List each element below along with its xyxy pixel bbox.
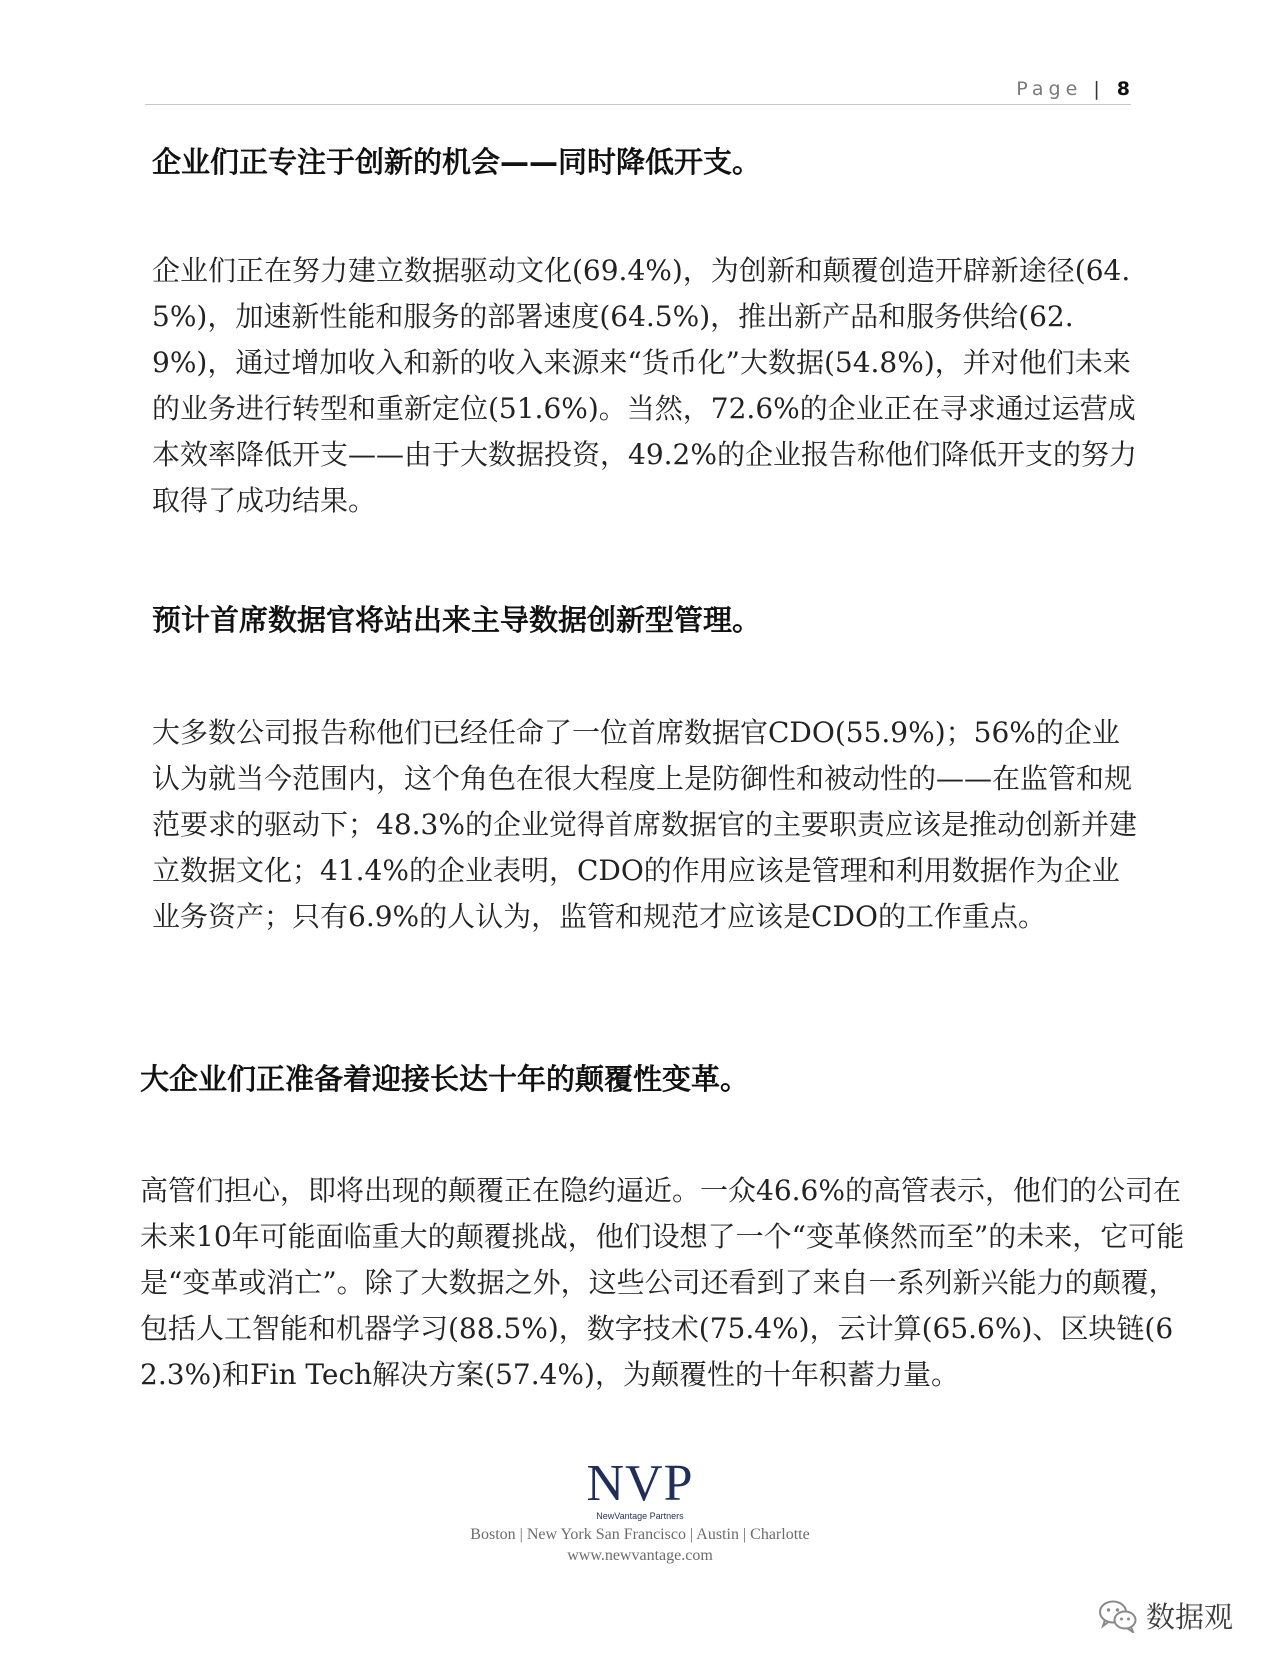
nvp-logo-subtitle: NewVantage Partners bbox=[596, 1511, 684, 1521]
section-3-body: 高管们担心，即将出现的颠覆正在隐约逼近。一众46.6%的高管表示，他们的公司在未来10年可能面临重大的颠覆挑战，他们设想了一个“变革倏然而至”的未来，它可能是“变革或消亡”。除了大数据之外，这些公司还看到了来自一系列新兴能力的颠覆，包括人工智能和机器学习(88.5%)，数字技术(75.4%)，云计算(65.6%)、区块链(62.3%)和Fin Tech解决方案(57.4%)，为颠覆性的十年积蓄力量。 bbox=[140, 1174, 1185, 1391]
website-link[interactable]: www.newvantage.com bbox=[567, 1547, 713, 1564]
section-2-heading: 预计首席数据官将站出来主导数据创新型管理。 bbox=[152, 603, 762, 637]
page-number bbox=[1016, 78, 1130, 100]
page-label: Page bbox=[1016, 78, 1083, 100]
header-divider bbox=[145, 104, 1131, 105]
wechat-icon bbox=[1098, 1599, 1138, 1633]
wechat-watermark bbox=[1098, 1595, 1233, 1636]
page-footer bbox=[0, 1455, 1280, 1566]
page-number-value: 8 bbox=[1116, 78, 1130, 100]
section-3-heading: 大企业们正准备着迎接长达十年的颠覆性变革。 bbox=[140, 1062, 750, 1096]
watermark-text: 数据观 bbox=[1146, 1600, 1234, 1634]
nvp-logo: NVP bbox=[586, 1455, 694, 1512]
section-1-body: 企业们正在努力建立数据驱动文化(69.4%)，为创新和颠覆创造开辟新途径(64.5%)，加速新性能和服务的部署速度(64.5%)，推出新产品和服务供给(62.9%)，通过增加收入和新的收入来源来“货币化”大数据(54.8%)，并对他们未来的业务进行转型和重新定位(51.6%)。当然，72.6%的企业正在寻求通过运营成本效率降低开支——由于大数据投资，49.2%的企业报告称他们降低开支的努力取得了成功结果。 bbox=[152, 254, 1137, 517]
office-locations: Boston | New York San Francisco | Austin | Charlotte bbox=[470, 1526, 810, 1543]
page-separator: | bbox=[1093, 78, 1100, 100]
section-2-body: 大多数公司报告称他们已经任命了一位首席数据官CDO(55.9%)；56%的企业认为就当今范围内，这个角色在很大程度上是防御性和被动性的——在监管和规范要求的驱动下；48.3%的企业觉得首席数据官的主要职责应该是推动创新并建立数据文化；41.4%的企业表明，CDO的作用应该是管理和利用数据作为企业业务资产；只有6.9%的人认为，监管和规范才应该是CDO的工作重点。 bbox=[152, 716, 1137, 933]
section-1-heading: 企业们正专注于创新的机会——同时降低开支。 bbox=[152, 145, 762, 179]
